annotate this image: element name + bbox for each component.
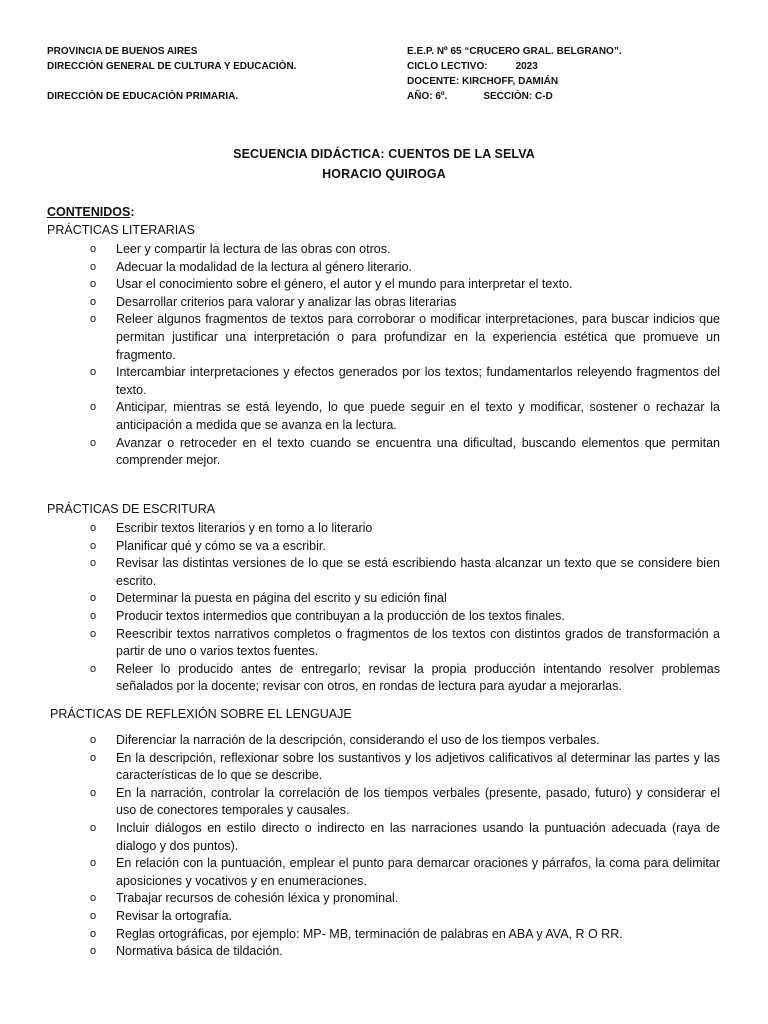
bullet-icon: o [90, 662, 97, 675]
bullet-icon: o [90, 260, 97, 273]
header-school: E.E.P. Nº 65 “CRUCERO GRAL. BELGRANO”. [407, 46, 622, 57]
section-heading-reflexion: PRÁCTICAS DE REFLEXIÓN SOBRE EL LENGUAJE [50, 707, 352, 721]
list-item: o Revisar las distintas versiones de lo que se está escribiendo hasta alcanzar un texto que se considere bien escrito. [90, 556, 720, 588]
bullet-icon: o [90, 539, 97, 552]
list-escritura [90, 520, 720, 696]
header-right [407, 44, 737, 104]
list-item: o Reescribir textos narrativos completos o fragmentos de los textos con distintos grados de transformación a partir de uno o varios textos fuentes. [90, 626, 720, 659]
document-subtitle: HORACIO QUIROGA [322, 167, 446, 181]
list-item: o En la narración, controlar la correlación de los tiempos verbales (presente, pasado, futuro) y considerar el uso de conectores temporales y causales. [90, 785, 720, 818]
list-item: o Incluir diálogos en estilo directo o indirecto en las narraciones usando la puntuación adecuada (raya de dialogo y dos puntos). [90, 820, 720, 853]
contenidos-label: CONTENIDOS [47, 205, 131, 219]
bullet-icon: o [90, 786, 97, 799]
header-left [47, 44, 377, 104]
header-spacer [47, 74, 377, 89]
header-ciclo-label: CICLO LECTIVO: [407, 61, 488, 72]
section-heading-escritura: PRÁCTICAS DE ESCRITURA [47, 502, 216, 516]
list-item: o Trabajar recursos de cohesión léxica y pronominal. [90, 890, 720, 908]
list-item: o Usar el conocimiento sobre el género, el autor y el mundo para interpretar el texto. [90, 276, 720, 294]
header-direccion-primaria: DIRECCIÒN DE EDUCACIÒN PRIMARIA. [47, 91, 239, 102]
bullet-icon: o [90, 609, 97, 622]
header-province: PROVINCIA DE BUENOS AIRES [47, 46, 198, 57]
bullet-icon: o [90, 821, 97, 834]
list-item: o En relación con la puntuación, emplear el punto para demarcar oraciones y párrafos, la coma para delimitar aposiciones y vocativos y en enumeraciones. [90, 856, 720, 888]
bullet-icon: o [90, 751, 97, 764]
list-item: o Releer lo producido antes de entregarlo; revisar la propia producción intentando resolver problemas señalados por la docente; revisar con otros, en rondas de lectura para ayudar a mejorarlas. [90, 661, 720, 694]
list-item: o Diferenciar la narración de la descripción, considerando el uso de los tiempos verbales. [90, 732, 720, 750]
bullet-icon: o [90, 401, 97, 414]
bullet-icon: o [90, 243, 97, 255]
document-title: SECUENCIA DIDÁCTICA: CUENTOS DE LA SELVA [233, 147, 535, 161]
header-ciclo-value: 2023 [515, 61, 538, 72]
bullet-icon: o [90, 909, 97, 922]
bullet-icon: o [90, 436, 97, 449]
header-anio: AÑO: 6º. [407, 91, 448, 102]
contenidos-heading [47, 205, 135, 219]
list-item: o En la descripción, reflexionar sobre los sustantivos y los adjetivos calificativos al determinar las partes y las características de lo que se describe. [90, 750, 720, 783]
header-docente: DOCENTE: KIRCHOFF, DAMIÁN [407, 76, 559, 87]
list-item: o Releer algunos fragmentos de textos para corroborar o modificar interpretaciones, para buscar indicios que permitan justificar una interpretación o para profundizar en la experiencia estética que promueve un fragmento. [90, 312, 720, 362]
bullet-icon: o [90, 892, 97, 905]
bullet-icon: o [90, 592, 97, 605]
list-item: o Producir textos intermedios que contribuyan a la producción de los textos finales. [90, 608, 720, 626]
bullet-icon: o [90, 627, 97, 640]
list-item: o Revisar la ortografía. [90, 908, 720, 926]
list-item: o Leer y compartir la lectura de las obras con otros. [90, 241, 720, 259]
list-item: o Planificar qué y cómo se va a escribir. [90, 538, 720, 556]
bullet-icon: o [90, 295, 97, 308]
list-item: o Adecuar la modalidad de la lectura al género literario. [90, 259, 720, 277]
list-reflexion [90, 732, 720, 961]
list-item: o Escribir textos literarios y en torno a lo literario [90, 520, 720, 538]
bullet-icon: o [90, 927, 97, 940]
bullet-icon: o [90, 313, 97, 326]
list-item: o Desarrollar criterios para valorar y analizar las obras literarias [90, 294, 720, 312]
header-anio-seccion [407, 89, 737, 104]
header-seccion: SECCIÒN: C-D [483, 91, 553, 102]
list-item: o Reglas ortográficas, por ejemplo: MP- MB, terminación de palabras en ABA y AVA, R O RR. [90, 926, 720, 944]
bullet-icon: o [90, 945, 97, 958]
bullet-icon: o [90, 522, 97, 534]
section-heading-literarias: PRÁCTICAS LITERARIAS [47, 223, 195, 237]
list-literarias [90, 241, 720, 470]
list-item: o Anticipar, mientras se está leyendo, lo que puede seguir en el texto y modificar, sostener o rechazar la anticipación a medida que se avanza en la lectura. [90, 400, 720, 432]
list-item: o Intercambiar interpretaciones y efectos generados por los textos; fundamentarlos releyendo fragmentos del texto. [90, 365, 720, 397]
list-item: o Normativa básica de tildación. [90, 943, 720, 961]
list-item: o Avanzar o retroceder en el texto cuando se encuentra una dificultad, buscando elementos que permitan comprender mejor. [90, 435, 720, 468]
list-item: o Determinar la puesta en página del escrito y su edición final [90, 590, 720, 608]
bullet-icon: o [90, 734, 97, 746]
bullet-icon: o [90, 857, 97, 870]
header-direccion-general: DIRECCIÒN GENERAL DE CULTURA Y EDUCACIÒN. [47, 61, 297, 72]
bullet-icon: o [90, 278, 97, 291]
bullet-icon: o [90, 366, 97, 379]
contenidos-colon: : [130, 205, 135, 219]
bullet-icon: o [90, 557, 97, 570]
header-ciclo [407, 59, 737, 74]
